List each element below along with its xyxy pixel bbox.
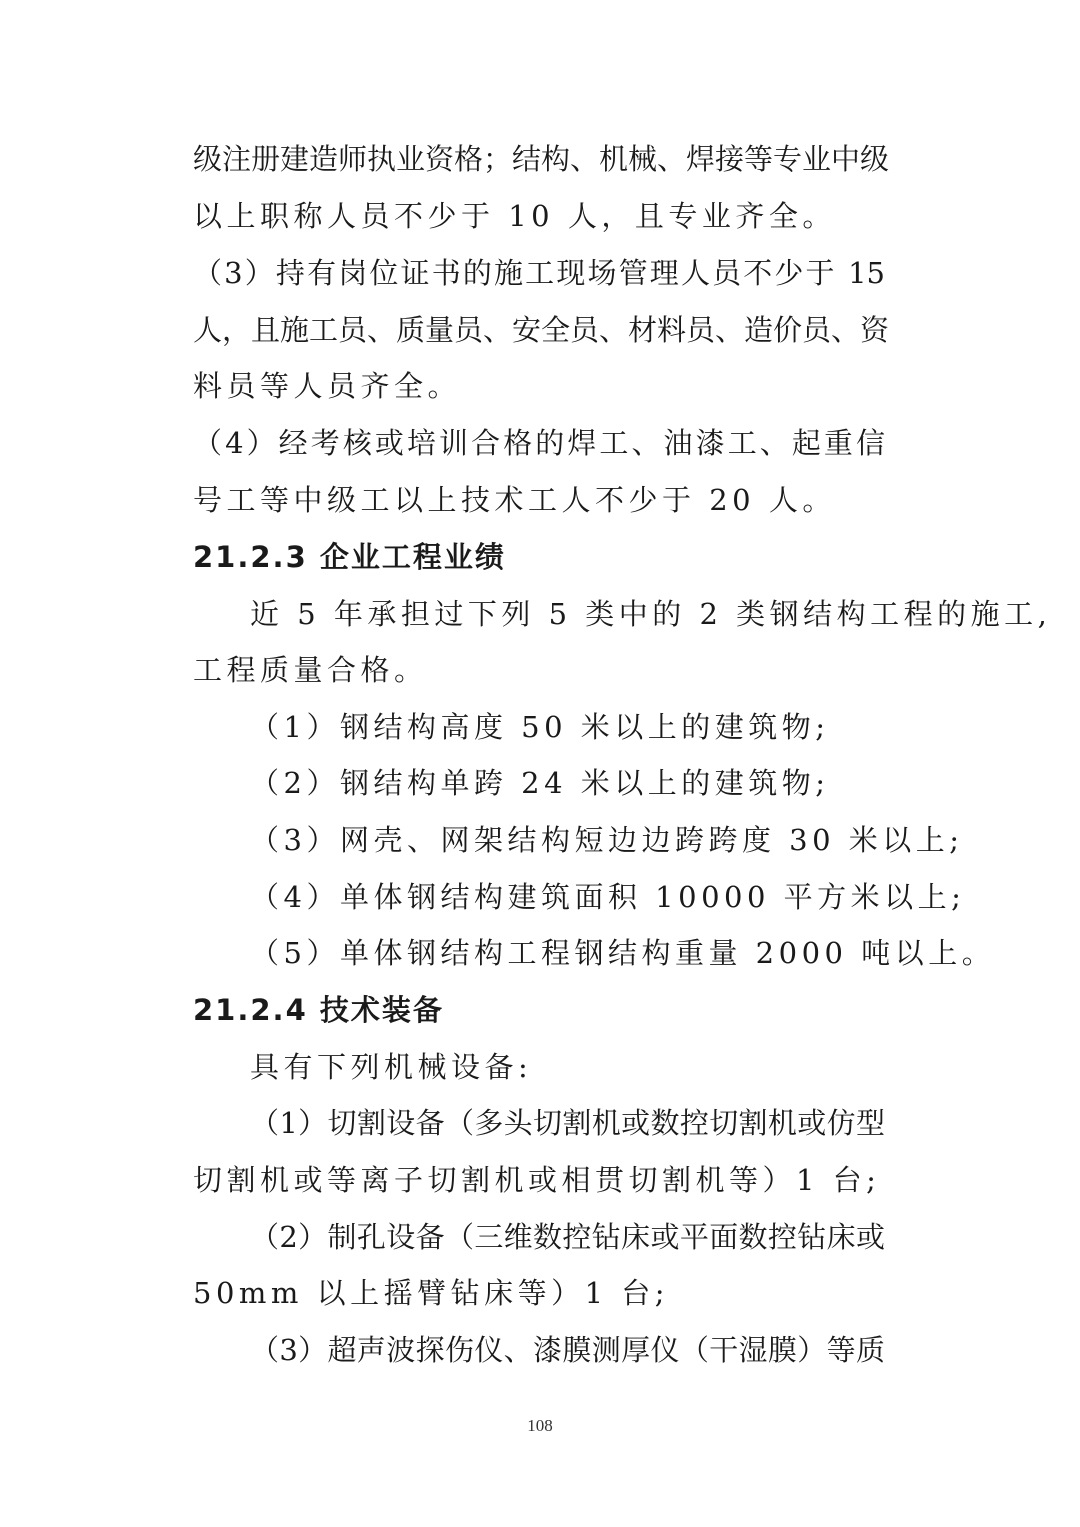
list-item-line: （4）经考核或培训合格的焊工、油漆工、起重信 <box>193 426 885 460</box>
list-item: （2）钢结构单跨 24 米以上的建筑物; <box>250 766 830 800</box>
list-item: （4）单体钢结构建筑面积 10000 平方米以上; <box>250 880 966 914</box>
list-item-line: （1）切割设备（多头切割机或数控切割机或仿型 <box>250 1106 885 1140</box>
list-item-line: 人，且施工员、质量员、安全员、材料员、造价员、资 <box>193 313 890 347</box>
list-item-line: 切割机或等离子切割机或相贯切割机等）1 台; <box>193 1163 881 1197</box>
list-item-line: 料员等人员齐全。 <box>193 369 462 403</box>
list-item-line: （3）持有岗位证书的施工现场管理人员不少于 15 <box>193 256 885 290</box>
paragraph-line: 近 5 年承担过下列 5 类中的 2 类钢结构工程的施工, <box>250 597 1052 631</box>
list-item-line: （3）超声波探伤仪、漆膜测厚仪（干湿膜）等质 <box>250 1333 885 1367</box>
section-heading: 21.2.4 技术装备 <box>193 993 444 1027</box>
list-item-line: 50mm 以上摇臂钻床等）1 台; <box>193 1276 670 1310</box>
paragraph-line: 级注册建造师执业资格；结构、机械、焊接等专业中级 <box>193 142 890 176</box>
list-item: （5）单体钢结构工程钢结构重量 2000 吨以上。 <box>250 936 996 970</box>
section-heading: 21.2.3 企业工程业绩 <box>193 540 506 574</box>
list-item-line: 号工等中级工以上技术工人不少于 20 人。 <box>193 483 836 517</box>
list-item: （3）网壳、网架结构短边边跨跨度 30 米以上; <box>250 823 964 857</box>
paragraph-line: 以上职称人员不少于 10 人，且专业齐全。 <box>193 199 836 233</box>
paragraph-line: 工程质量合格。 <box>193 653 428 687</box>
page-number: 108 <box>527 1416 553 1435</box>
paragraph-line: 具有下列机械设备: <box>250 1050 533 1084</box>
list-item-line: （2）制孔设备（三维数控钻床或平面数控钻床或 <box>250 1220 885 1254</box>
list-item: （1）钢结构高度 50 米以上的建筑物; <box>250 710 830 744</box>
